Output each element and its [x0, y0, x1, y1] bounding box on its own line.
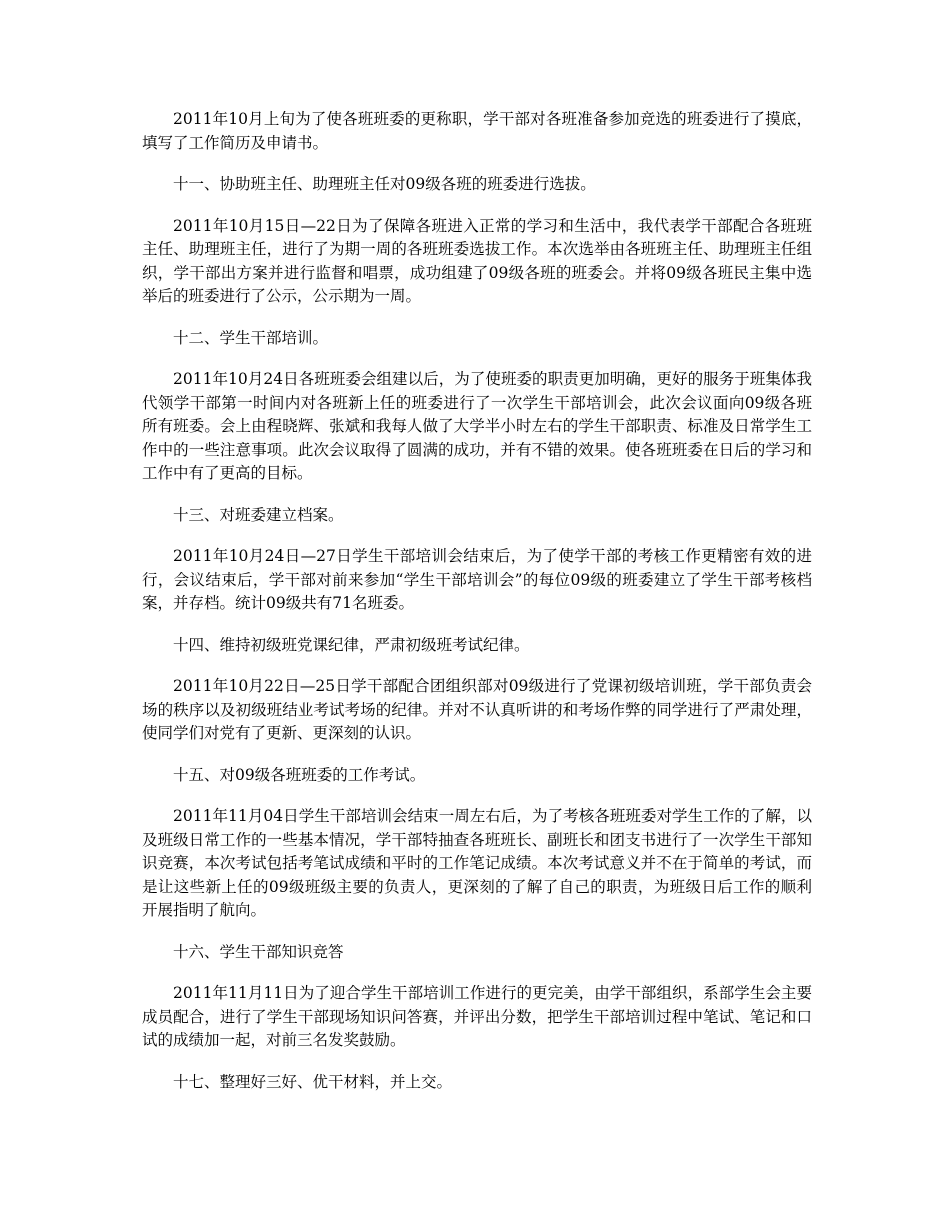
section-heading-15: 十五、对09级各班班委的工作考试。 — [173, 765, 426, 784]
section-heading-14: 十四、维持初级班党课纪律，严肃初级班考试纪律。 — [173, 635, 530, 654]
paragraph-class-committee-survey: 2011年10月上旬为了使各班班委的更称职，学干部对各班准备参加竞选的班委进行了摸底，填写了工作简历及申请书。 — [142, 110, 812, 152]
paragraph-knowledge-quiz: 2011年11月11日为了迎合学生干部培训工作进行的更完美，由学干部组织，系部学生会主要成员配合，进行了学生干部现场知识问答赛，并评出分数，把学生干部培训过程中笔试、笔记和口试的成绩加一起，对前三名发奖鼓励。 — [142, 984, 812, 1049]
paragraph-party-class-discipline: 2011年10月22日—25日学干部配合团组织部对09级进行了党课初级培训班，学干部负责会场的秩序以及初级班结业考试考场的纪律。并对不认真听讲的和考场作弊的同学进行了严肃处理，使同学们对党有了更新、更深刻的认识。 — [142, 677, 812, 742]
paragraph-committee-archives: 2011年10月24日—27日学生干部培训会结束后，为了使学干部的考核工作更精密有效的进行，会议结束后，学干部对前来参加“学生干部培训会”的每位09级的班委建立了学生干部考核档案，并存档。统计09级共有71名班委。 — [142, 547, 812, 612]
paragraph-committee-exam: 2011年11月04日学生干部培训会结束一周左右后，为了考核各班班委对学生工作的了解，以及班级日常工作的一些基本情况，学干部特抽查各班班长、副班长和团支书进行了一次学生干部知识竞赛，本次考试包括考笔试成绩和平时的工作笔记成绩。本次考试意义并不在于简单的考试，而是让这些新上任的09级班级主要的负责人，更深刻的了解了自己的职责，为班级日后工作的顺利开展指明了航向。 — [142, 807, 812, 919]
section-heading-17: 十七、整理好三好、优干材料，并上交。 — [173, 1072, 453, 1091]
section-heading-12: 十二、学生干部培训。 — [173, 328, 329, 347]
section-heading-13: 十三、对班委建立档案。 — [173, 505, 344, 524]
paragraph-cadre-training: 2011年10月24日各班班委会组建以后，为了使班委的职责更加明确，更好的服务于班集体我代领学干部第一时间内对各班新上任的班委进行了一次学生干部培训会，此次会议面向09级各班所有班委。会上由程晓辉、张斌和我每人做了大学半小时左右的学生干部职责、标准及日常学生工作中的一些注意事项。此次会议取得了圆满的成功，并有不错的效果。使各班班委在日后的学习和工作中有了更高的目标。 — [142, 370, 812, 482]
document-page — [142, 108, 812, 1112]
section-heading-16: 十六、学生干部知识竞答 — [173, 942, 344, 961]
paragraph-committee-selection: 2011年10月15日—22日为了保障各班进入正常的学习和生活中，我代表学干部配合各班班主任、助理班主任，进行了为期一周的各班班委选拔工作。本次选举由各班班主任、助理班主任组织，学干部出方案并进行监督和唱票，成功组建了09级各班的班委会。并将09级各班民主集中选举后的班委进行了公示，公示期为一周。 — [142, 216, 812, 305]
section-heading-11: 十一、协助班主任、助理班主任对09级各班的班委进行选拔。 — [173, 175, 596, 193]
